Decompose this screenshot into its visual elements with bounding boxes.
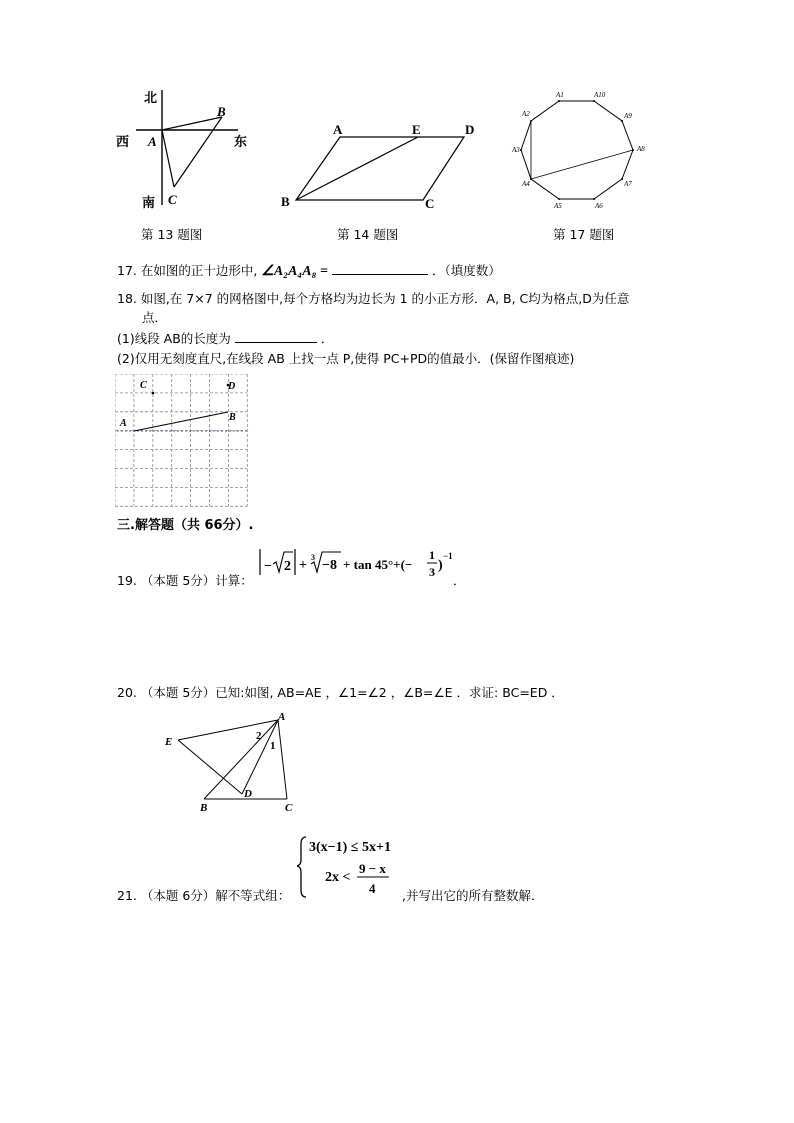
point-c-label: C xyxy=(425,196,435,211)
segment-ac xyxy=(162,130,174,187)
svg-text:−8: −8 xyxy=(322,558,337,573)
segment-ed xyxy=(178,740,242,794)
decagon-vertex-dot xyxy=(558,198,560,200)
decagon xyxy=(521,101,633,199)
fig13-caption: 第 13 题图 xyxy=(141,227,203,242)
segment-ea xyxy=(178,720,278,740)
q21-inequality-system xyxy=(297,834,409,900)
q19-prefix: 19. （本题 5分）计算： xyxy=(117,573,253,588)
decagon-vertex-a10: A10 xyxy=(594,91,606,99)
point-b-label: B xyxy=(217,104,226,119)
point-d-label: D xyxy=(244,788,252,800)
brace xyxy=(297,837,306,897)
point-b-label: B xyxy=(229,412,236,423)
figure-17 xyxy=(510,88,655,213)
point-e-label: E xyxy=(412,122,421,137)
grid-lines xyxy=(115,374,247,506)
svg-text:3: 3 xyxy=(311,553,315,562)
svg-text:+ tan 45°+(−: + tan 45°+(− xyxy=(343,557,413,572)
q18-part1-suffix: ． xyxy=(320,331,334,346)
decagon-vertex-dot xyxy=(632,149,634,151)
q18-part1 xyxy=(117,329,333,347)
svg-text:−: − xyxy=(264,559,272,574)
point-a-label: A xyxy=(120,418,127,429)
decagon-vertex-a2: A2 xyxy=(522,110,530,118)
svg-text:1: 1 xyxy=(429,548,435,562)
q18-part2: (2)仅用无刻度直尺,在线段 AB 上找一点 P,使得 PC+PD的值最小．(保留作图痕迹) xyxy=(117,351,575,366)
q18-line1: 18. 如图,在 7×7 的网格图中,每个方格均为边长为 1 的小正方形．A, B, C均为格点,D为任意 xyxy=(117,291,630,306)
decagon-vertex-a1: A1 xyxy=(556,91,564,99)
point-c-label: C xyxy=(285,802,293,814)
point-d-label: D xyxy=(228,381,236,392)
decagon-vertex-a8: A8 xyxy=(637,145,645,153)
segment-ab xyxy=(134,412,228,431)
north-label: 北 xyxy=(144,90,158,105)
section-3-title: 三.解答题（共 66分）. xyxy=(117,518,254,533)
svg-text:+: + xyxy=(299,558,307,573)
angle-2-label: 2 xyxy=(256,730,262,742)
question-17 xyxy=(117,261,501,280)
point-c-label: C xyxy=(140,380,147,391)
fig17-caption: 第 17 题图 xyxy=(553,227,615,242)
angle-1-label: 1 xyxy=(270,740,276,752)
q17-suffix: ．（填度数） xyxy=(431,263,501,278)
q18-part1-prefix: (1)线段 AB的长度为 xyxy=(117,331,231,346)
svg-text:2: 2 xyxy=(284,559,291,574)
q20-text: 20. （本题 5分）已知:如图, AB=AE ，∠1=∠2 ，∠B=∠E ．求证: BC=ED ． xyxy=(117,685,564,700)
segment-be xyxy=(296,137,418,200)
decagon-vertex-a7: A7 xyxy=(624,180,632,188)
figure-20 xyxy=(160,708,305,816)
grid-7x7 xyxy=(115,374,250,507)
south-label: 南 xyxy=(142,195,156,210)
decagon-vertex-a5: A5 xyxy=(554,202,562,210)
q21-ineq1: 3(x−1) ≤ 5x+1 xyxy=(309,840,391,855)
decagon-vertex-dot xyxy=(593,198,595,200)
decagon-vertex-a4: A4 xyxy=(522,180,530,188)
q21-ineq2-left: 2x < xyxy=(325,870,351,885)
figure-14 xyxy=(278,118,483,218)
point-c-label: C xyxy=(168,192,177,207)
svg-text:): ) xyxy=(438,558,443,573)
decagon-vertex-a3: A3 xyxy=(512,146,520,154)
segment-ab xyxy=(204,720,278,799)
decagon-vertex-dot xyxy=(530,120,532,122)
segment-bc xyxy=(174,117,222,187)
q21-ineq2-den: 4 xyxy=(369,881,376,896)
point-b-label: B xyxy=(281,194,290,209)
diagonal-a4a8 xyxy=(531,150,633,179)
q19-expression xyxy=(257,545,457,587)
decagon-vertex-dot xyxy=(530,178,532,180)
q17-answer-blank[interactable] xyxy=(332,262,428,275)
svg-text:−1: −1 xyxy=(443,551,453,561)
decagon-vertex-dot xyxy=(593,100,595,102)
svg-text:3: 3 xyxy=(429,565,435,579)
decagon-vertex-dot xyxy=(621,120,623,122)
q18-line2: 点． xyxy=(142,310,168,325)
point-e-label: E xyxy=(165,736,173,748)
figure-13 xyxy=(110,85,260,215)
q21-ineq2-num: 9 − x xyxy=(359,861,386,876)
decagon-vertex-dot xyxy=(558,100,560,102)
parallelogram-abcd xyxy=(296,137,464,200)
east-label: 东 xyxy=(234,134,248,149)
point-a-label: A xyxy=(333,122,343,137)
q19-suffix: ． xyxy=(453,573,466,588)
segment-ab xyxy=(162,117,222,130)
decagon-vertex-a6: A6 xyxy=(595,202,603,210)
decagon-vertex-dot xyxy=(621,178,623,180)
west-label: 西 xyxy=(116,134,130,149)
point-d-label: D xyxy=(465,122,475,137)
point-b-label: B xyxy=(200,802,208,814)
q21-suffix: ,并写出它的所有整数解． xyxy=(402,888,544,903)
decagon-vertex-a9: A9 xyxy=(624,112,632,120)
decagon-vertex-dot xyxy=(520,149,522,151)
fig14-caption: 第 14 题图 xyxy=(337,227,399,242)
point-a-label: A xyxy=(278,711,286,723)
q17-angle: ∠A₂A₄A₈ = xyxy=(261,264,328,279)
q21-prefix: 21. （本题 6分）解不等式组： xyxy=(117,888,291,903)
segment-ac xyxy=(278,720,287,799)
q18-answer-blank[interactable] xyxy=(235,330,317,343)
point-a-label: A xyxy=(148,134,157,149)
point-c xyxy=(152,392,155,395)
q17-prefix: 17. 在如图的正十边形中, xyxy=(117,263,258,278)
